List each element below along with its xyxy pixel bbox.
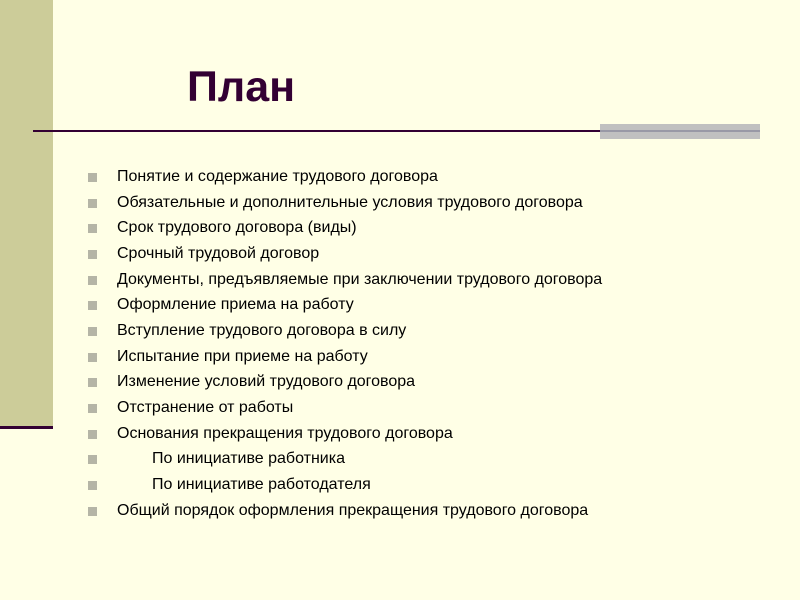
square-bullet-icon bbox=[88, 224, 97, 233]
list-item-text: Срок трудового договора (виды) bbox=[117, 219, 357, 237]
list-item-text: Оформление приема на работу bbox=[117, 296, 354, 314]
square-bullet-icon bbox=[88, 378, 97, 387]
square-bullet-icon bbox=[88, 301, 97, 310]
list-item-text: Срочный трудовой договор bbox=[117, 244, 320, 262]
list-item-text: Вступление трудового договора в силу bbox=[117, 321, 407, 339]
list-item-text: Основания прекращения трудового договора bbox=[117, 424, 453, 442]
square-bullet-icon bbox=[88, 430, 97, 439]
side-accent-bar bbox=[0, 0, 53, 426]
title-divider bbox=[33, 130, 603, 132]
list-item-text: Испытание при приеме на работу bbox=[117, 347, 368, 365]
square-bullet-icon bbox=[88, 404, 97, 413]
square-bullet-icon bbox=[88, 353, 97, 362]
square-bullet-icon bbox=[88, 276, 97, 285]
square-bullet-icon bbox=[88, 327, 97, 336]
slide-title: План bbox=[187, 63, 296, 111]
square-bullet-icon bbox=[88, 199, 97, 208]
list-item-text: Изменение условий трудового договора bbox=[117, 373, 416, 391]
square-bullet-icon bbox=[88, 507, 97, 516]
side-accent-underline bbox=[0, 426, 53, 429]
list-item-text: По инициативе работника bbox=[152, 450, 345, 468]
square-bullet-icon bbox=[88, 250, 97, 259]
list-item-text: Понятие и содержание трудового договора bbox=[117, 167, 438, 185]
list-item-text: Общий порядок оформления прекращения трудового договора bbox=[117, 501, 589, 519]
list-item-text: Отстранение от работы bbox=[117, 399, 294, 417]
title-divider-block-line bbox=[600, 130, 760, 132]
list-item-text: Документы, предъявляемые при заключении трудового договора bbox=[117, 270, 603, 288]
list-item-text: Обязательные и дополнительные условия трудового договора bbox=[117, 193, 583, 211]
square-bullet-icon bbox=[88, 481, 97, 490]
square-bullet-icon bbox=[88, 455, 97, 464]
square-bullet-icon bbox=[88, 173, 97, 182]
list-item-text: По инициативе работодателя bbox=[152, 476, 371, 494]
